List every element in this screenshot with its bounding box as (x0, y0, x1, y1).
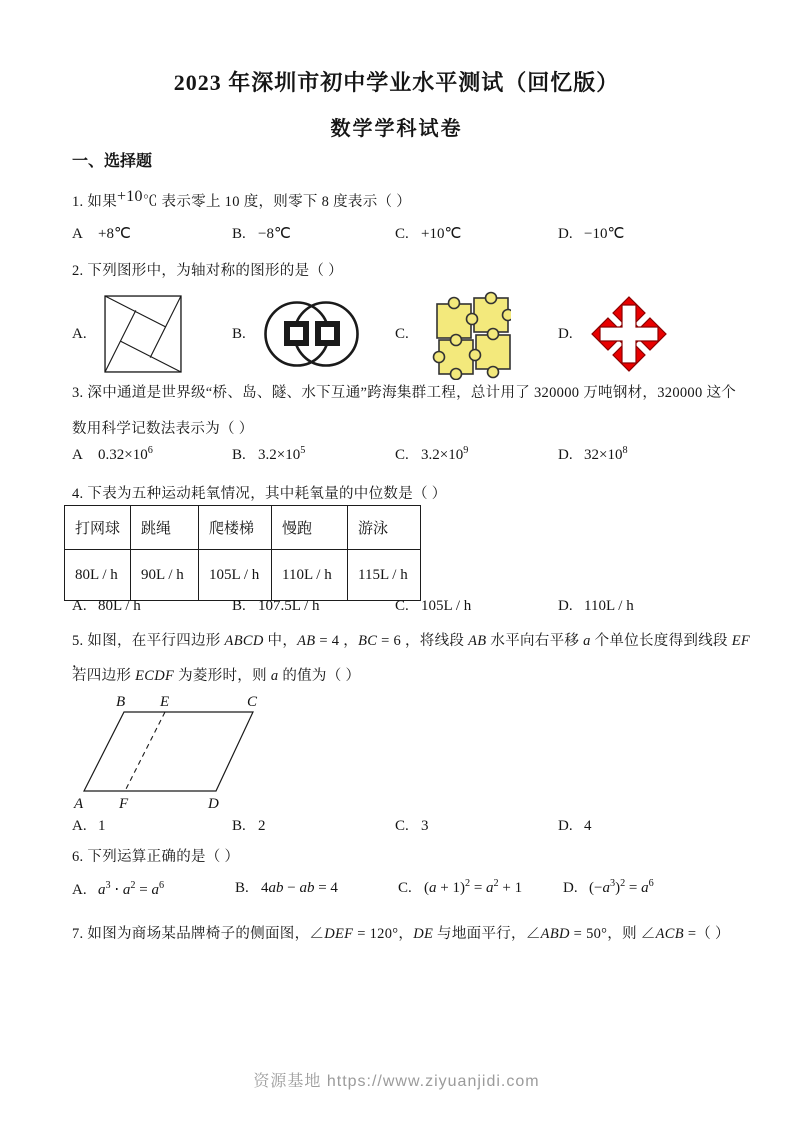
option-label: C. (395, 226, 409, 242)
option-text: 3 (421, 818, 429, 834)
table-header-cell: 打网球 (65, 506, 131, 550)
puzzle-pieces-icon (427, 288, 511, 380)
question-3-options (72, 447, 763, 464)
option-text: −8℃ (258, 226, 291, 242)
table-value-row (65, 550, 421, 601)
table-value-cell: 105L / h (199, 550, 272, 601)
q4-option-a (72, 598, 232, 615)
question-5-stem-line1: 5. 如图，在平行四边形 ABCD 中，AB = 4 ，BC = 6 ，将线段 AB 水平向右平移 a 个单位长度得到线段 EF ， (72, 633, 751, 671)
q4-option-b (232, 598, 395, 615)
vertex-label-b: B (116, 694, 126, 710)
vertex-label-a: A (74, 796, 84, 812)
option-text: 80L / h (98, 598, 141, 614)
q6-option-d (563, 880, 763, 899)
question-5-stem-line2: 若四边形 ECDF 为菱形时，则 a 的值为（ ） (72, 668, 361, 684)
option-text: $3.2\times 10^9$ (421, 445, 469, 463)
option-text: 105L / h (421, 598, 472, 614)
option-label: D. (563, 880, 578, 896)
option-label: C. (395, 447, 409, 463)
table-value-cell: 115L / h (348, 550, 421, 601)
q1-option-b (232, 224, 395, 243)
option-text: $0.32\times 10^6$ (98, 445, 153, 463)
overlapping-circles-icon (264, 296, 360, 372)
exam-subtitle: 数学学科试卷 (330, 118, 463, 140)
q3-option-d (558, 447, 763, 464)
q2-option-c (395, 288, 558, 380)
q3-option-b (232, 447, 395, 464)
exam-title: 2023 年深圳市初中学业水平测试（回忆版） (173, 70, 620, 95)
q6-option-c (398, 880, 563, 899)
option-label: A (72, 447, 83, 463)
table-header-cell: 跳绳 (131, 506, 199, 550)
q3-option-a (72, 447, 232, 464)
question-3-stem-line2: 数用科学记数法表示为（ ） (72, 421, 254, 437)
table-header-row (65, 506, 421, 550)
option-text: $3.2\times 10^5$ (258, 445, 306, 463)
question-1-stem: 1. 如果+10℃ 表示零上 10 度，则零下 8 度表示（ ） (72, 188, 412, 210)
option-text: 107.5L / h (258, 598, 320, 614)
question-7-stem: 7. 如图为商场某品牌椅子的侧面图，∠DEF = 120°，DE 与地面平行，∠ABD = 50°，则 ∠ACB =（ ） (72, 926, 730, 942)
table-header-cell: 爬楼梯 (199, 506, 272, 550)
option-text: 4ab − ab = 4 (261, 880, 338, 896)
q5-option-a (72, 818, 232, 835)
q4-option-d (558, 598, 763, 615)
table-header-cell: 游泳 (348, 506, 421, 550)
vertex-label-e: E (160, 694, 170, 710)
q3-option-c (395, 447, 558, 464)
option-text: −10℃ (584, 226, 625, 242)
option-label: C. (398, 880, 412, 896)
option-label: D. (558, 598, 573, 614)
question-4-stem: 4. 下表为五种运动耗氧情况，其中耗氧量的中位数是（ ） (72, 486, 447, 502)
option-label: D. (558, 226, 573, 242)
q6-option-a (72, 880, 235, 899)
option-label: B. (232, 598, 246, 614)
option-text: +10℃ (421, 226, 462, 242)
question-1-options (72, 224, 763, 243)
option-text: +8℃ (98, 226, 131, 242)
option-label: B. (232, 226, 246, 242)
oxygen-consumption-table (64, 505, 421, 601)
question-6-options (72, 880, 763, 899)
q2-option-a (72, 288, 232, 380)
red-cross-icon (590, 295, 668, 373)
option-text: 4 (584, 818, 592, 834)
question-5-options (72, 818, 763, 835)
question-2-stem: 2. 下列图形中，为轴对称的图形的是（ ） (72, 263, 343, 279)
q5-option-c (395, 818, 558, 835)
option-text: $(a + 1)^2 = a^2 + 1$ (424, 878, 523, 896)
question-2-options (72, 288, 763, 380)
table-header-cell: 慢跑 (272, 506, 348, 550)
footer-watermark-link[interactable]: 资源基地 https://www.ziyuanjidi.com (253, 1073, 540, 1090)
q5-option-d (558, 818, 763, 835)
vertex-label-f: F (119, 796, 129, 812)
vertex-label-d: D (208, 796, 219, 812)
option-label: C. (395, 598, 409, 614)
option-label: D. (558, 447, 573, 463)
option-label: C. (395, 818, 409, 834)
pinwheel-square-icon (104, 295, 182, 373)
q2-option-b (232, 288, 395, 380)
question-6-stem: 6. 下列运算正确的是（ ） (72, 849, 240, 865)
q4-option-c (395, 598, 558, 615)
option-text: 1 (98, 818, 106, 834)
q1-option-c (395, 224, 558, 243)
q2-option-d (558, 288, 763, 380)
option-text: 2 (258, 818, 266, 834)
option-label: A. (72, 882, 87, 898)
option-label: D. (558, 818, 573, 834)
q6-option-b (235, 880, 398, 899)
table-value-cell: 80L / h (65, 550, 131, 601)
option-label: B. (232, 325, 246, 342)
q1-option-a (72, 224, 232, 243)
table-value-cell: 90L / h (131, 550, 199, 601)
q5-option-b (232, 818, 395, 835)
option-label: A. (72, 598, 87, 614)
section-heading-choice: 一、选择题 (72, 153, 153, 170)
option-label: D. (558, 325, 573, 342)
option-label: B. (232, 818, 246, 834)
option-label: A. (72, 325, 87, 342)
parallelogram-figure (60, 692, 360, 817)
q1-option-d (558, 224, 763, 243)
option-label: B. (235, 880, 249, 896)
question-4-options (72, 598, 763, 615)
option-label: C. (395, 325, 409, 342)
option-label: A. (72, 818, 87, 834)
option-text: $(-a^3)^2 = a^6$ (589, 878, 654, 896)
option-label: B. (232, 447, 246, 463)
option-text: $32\times 10^8$ (584, 445, 628, 463)
option-label: A (72, 226, 83, 242)
vertex-label-c: C (247, 694, 258, 710)
table-value-cell: 110L / h (272, 550, 348, 601)
question-3-stem-line1: 3. 深中通道是世界级“桥、岛、隧、水下互通”跨海集群工程，总计用了 320000 万吨钢材，320000 这个 (72, 385, 737, 401)
option-text: 110L / h (584, 598, 634, 614)
option-text: $a^3 \cdot a^2 = a^6$ (98, 880, 165, 898)
